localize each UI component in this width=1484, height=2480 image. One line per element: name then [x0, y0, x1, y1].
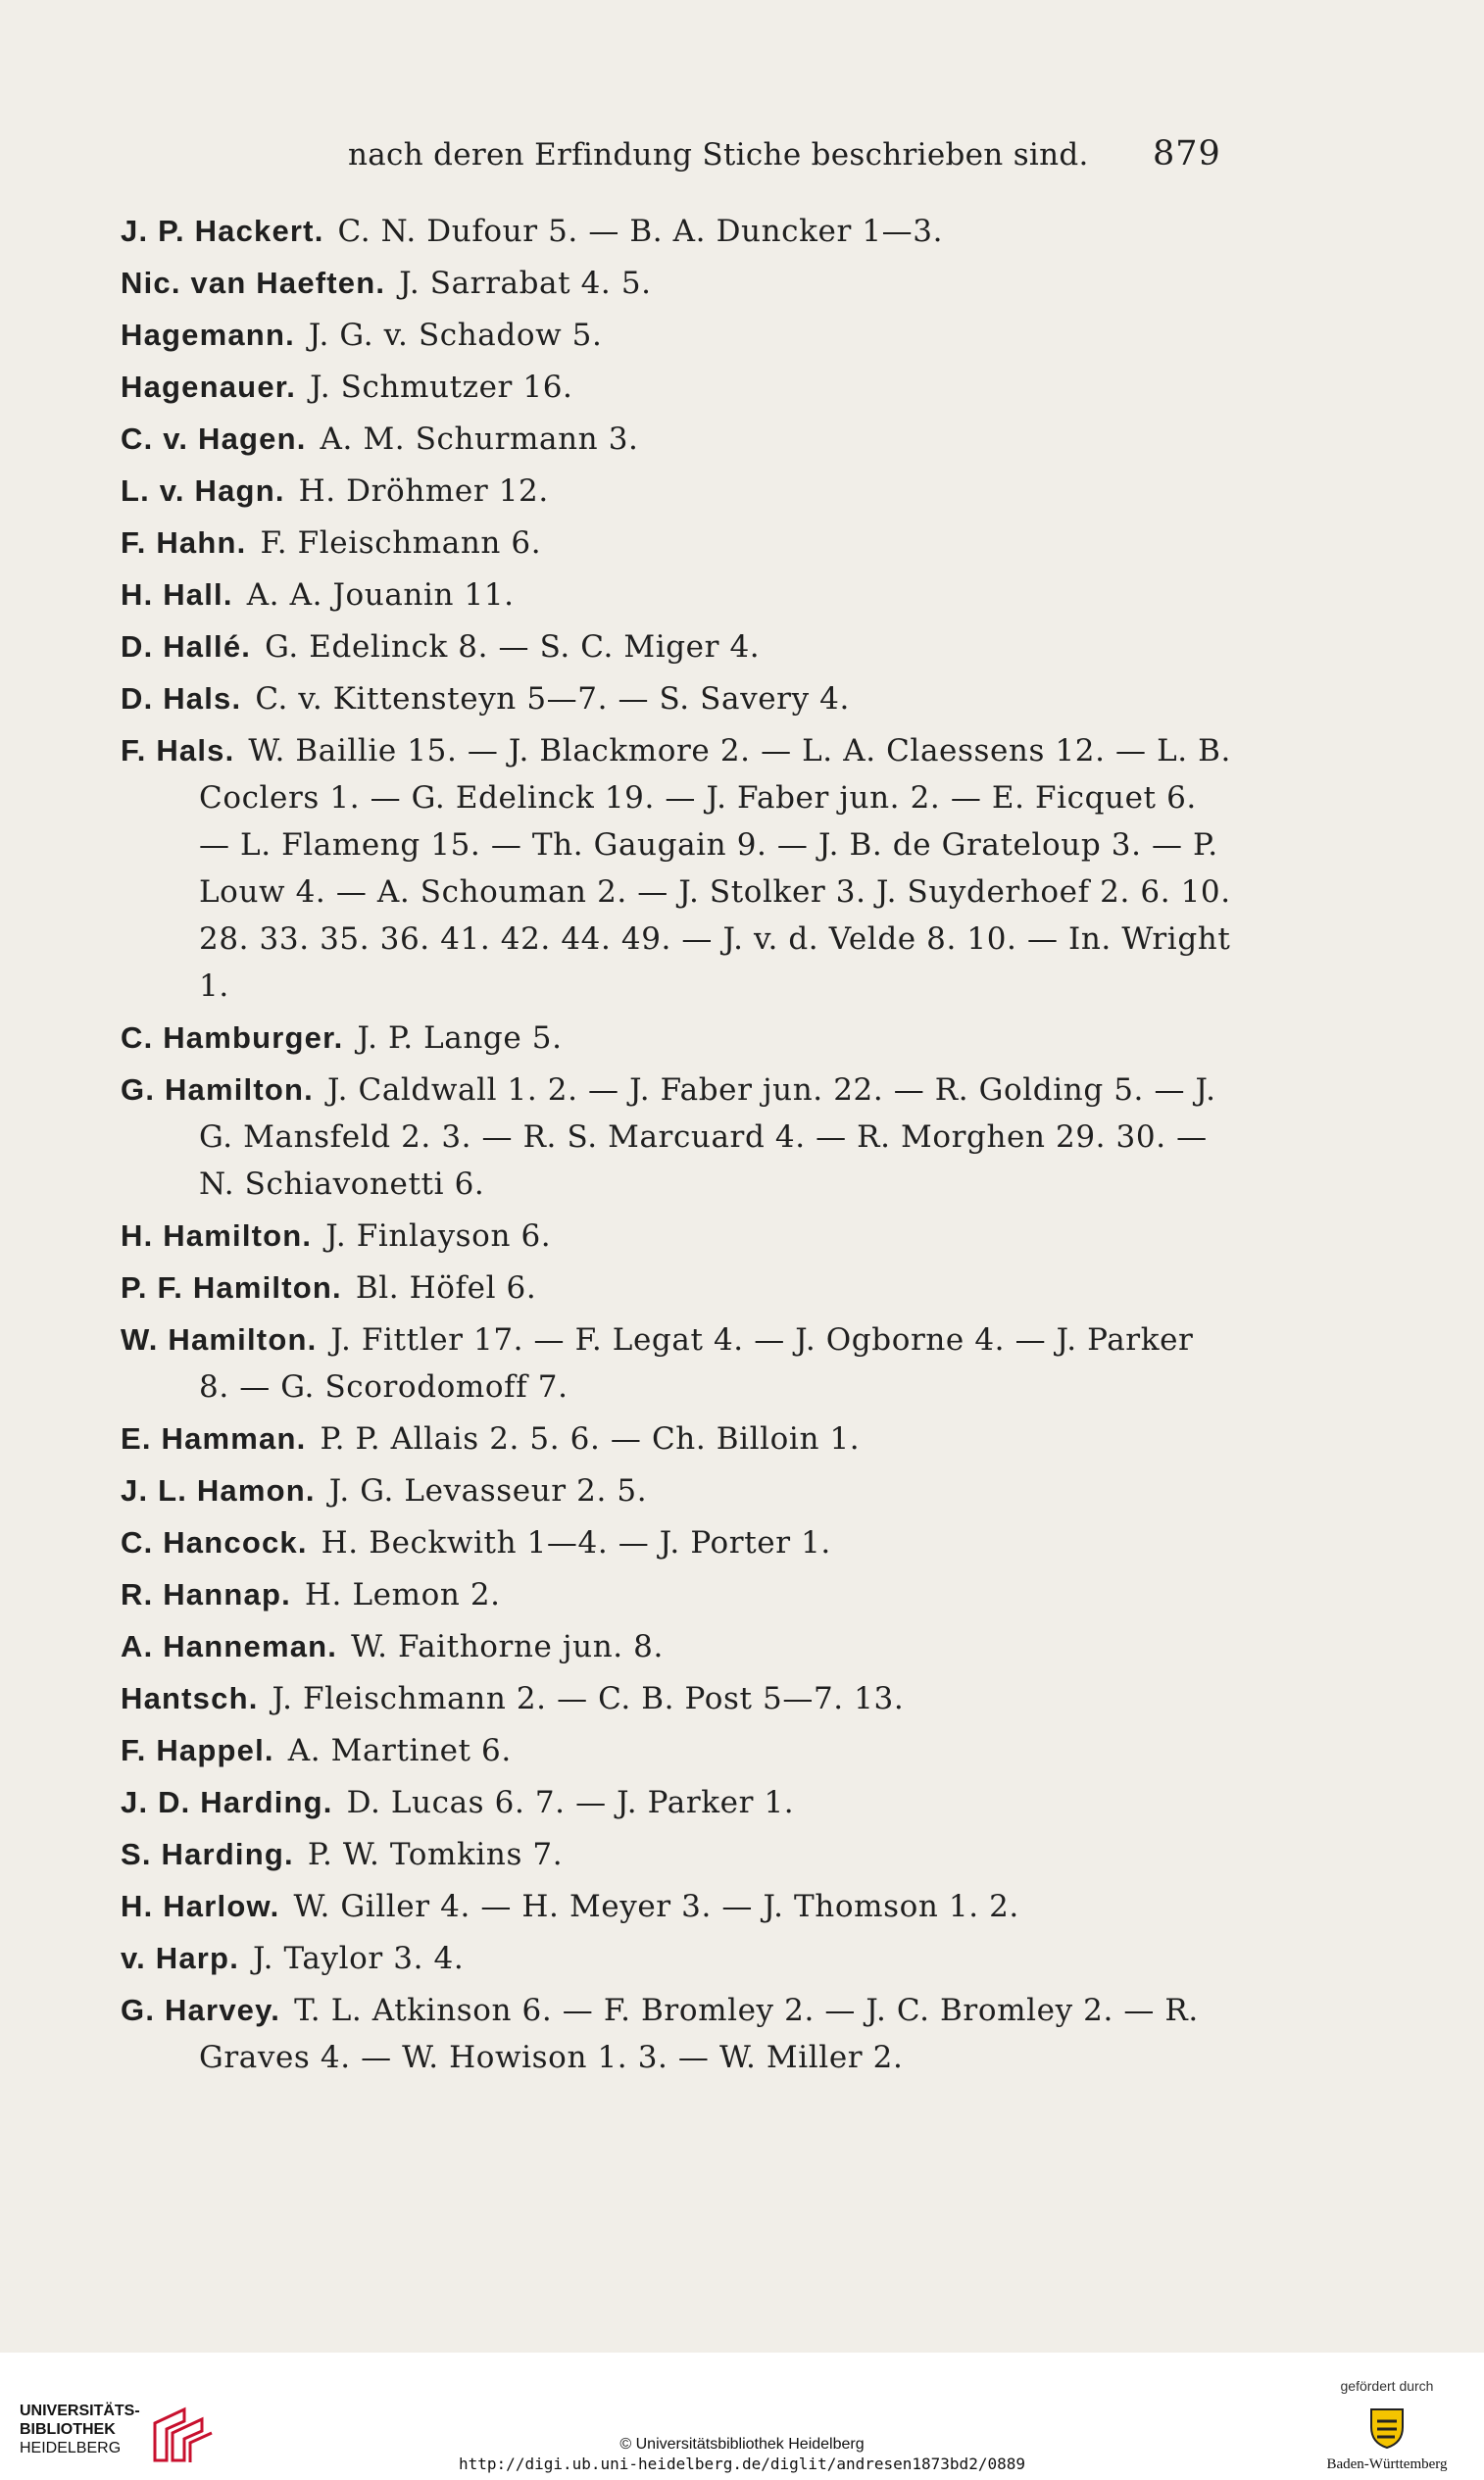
register-entry	[121, 520, 1233, 567]
sponsor-name: Baden-Württemberg	[1326, 2456, 1448, 2472]
artist-name: W. Hamilton.	[121, 1322, 318, 1357]
engraver-list: P. P. Allais 2. 5. 6. — Ch. Billoin 1.	[320, 1421, 861, 1457]
page-number: 879	[1153, 134, 1221, 174]
register-entry	[121, 675, 1233, 722]
artist-name: D. Hals.	[121, 681, 242, 716]
artist-name: F. Hals.	[121, 733, 235, 768]
artist-name: J. D. Harding.	[121, 1785, 333, 1819]
artist-name: G. Harvey.	[121, 1993, 281, 2027]
engraver-list: J. Sarrabat 4. 5.	[399, 266, 652, 301]
artist-name: Hantsch.	[121, 1681, 259, 1715]
artist-name: v. Harp.	[121, 1941, 240, 1975]
artist-name: H. Hall.	[121, 577, 233, 612]
sponsor-label: gefördert durch	[1340, 2378, 1434, 2394]
register-entry	[121, 1467, 1233, 1514]
register-entry	[121, 1675, 1233, 1722]
register-entry	[121, 468, 1233, 515]
register-entry	[121, 260, 1233, 307]
artist-name: Nic. van Haeften.	[121, 266, 386, 300]
artist-name: C. Hamburger.	[121, 1020, 344, 1055]
engraver-list: T. L. Atkinson 6. — F. Bromley 2. — J. C. Bromley 2. — R. Graves 4. — W. Howison 1. 3. — W. Miller 2.	[199, 1993, 1199, 2075]
register-entry	[121, 1571, 1233, 1618]
digitization-footer	[0, 2353, 1484, 2480]
engraver-list: H. Beckwith 1—4. — J. Porter 1.	[321, 1525, 831, 1561]
register-entry	[121, 1831, 1233, 1878]
artist-name: E. Hamman.	[121, 1421, 307, 1456]
register-entry	[121, 1623, 1233, 1670]
register-entry	[121, 571, 1233, 619]
register-entry	[121, 416, 1233, 463]
engraver-list: W. Giller 4. — H. Meyer 3. — J. Thomson 1. 2.	[293, 1889, 1019, 1924]
artist-name: R. Hannap.	[121, 1577, 291, 1612]
register-entry	[121, 1519, 1233, 1566]
register-entry	[121, 1415, 1233, 1463]
engraver-list: J. G. v. Schadow 5.	[308, 318, 603, 353]
artist-name: H. Harlow.	[121, 1889, 280, 1923]
register-entry	[121, 1213, 1233, 1260]
engraver-list: A. A. Jouanin 11.	[246, 577, 515, 613]
engraver-list: J. Fleischmann 2. — C. B. Post 5—7. 13.	[272, 1681, 905, 1716]
register-entry	[121, 1316, 1233, 1411]
engraver-list: C. v. Kittensteyn 5—7. — S. Savery 4.	[255, 681, 850, 717]
register-entry	[121, 364, 1233, 411]
engraver-list: J. Caldwall 1. 2. — J. Faber jun. 22. — R. Golding 5. — J. G. Mansfeld 2. 3. — R. S. Marcuard 4. — R. Morghen 29. 30. — N. Schiavonetti 6.	[199, 1072, 1216, 1202]
artist-name: A. Hanneman.	[121, 1629, 338, 1663]
artist-name: F. Happel.	[121, 1733, 274, 1767]
engraver-list: A. Martinet 6.	[287, 1733, 512, 1768]
engraver-list: A. M. Schurmann 3.	[320, 422, 639, 457]
engraver-list: G. Edelinck 8. — S. C. Miger 4.	[265, 629, 761, 665]
register-entry	[121, 1883, 1233, 1930]
engraver-list: P. W. Tomkins 7.	[307, 1837, 564, 1872]
engraver-list: W. Baillie 15. — J. Blackmore 2. — L. A. Claessens 12. — L. B. Coclers 1. — G. Edelinck 19. — J. Faber jun. 2. — E. Ficquet 6. — L. Flameng 15. — Th. Gaugain 9. — J. B. de Grateloup 3. — P. Louw 4. — A. Schouman 2. — J. Stolker 3. J. Suyderhoef 2. 6. 10. 28. 33. 35. 36. 41. 42. 44. 49. — J. v. d. Velde 8. 10. — In. Wright 1.	[199, 733, 1231, 1004]
engraver-list: J. Schmutzer 16.	[310, 370, 573, 405]
engraver-list: H. Lemon 2.	[304, 1577, 501, 1612]
artist-name: S. Harding.	[121, 1837, 294, 1871]
engraver-list: D. Lucas 6. 7. — J. Parker 1.	[346, 1785, 795, 1820]
sponsor-block	[1304, 2378, 1470, 2473]
permalink-url[interactable]: http://digi.ub.uni-heidelberg.de/diglit/andresen1873bd2/0889	[459, 2455, 1025, 2473]
artist-register	[121, 208, 1233, 2086]
artist-name: J. P. Hackert.	[121, 214, 324, 248]
artist-name: J. L. Hamon.	[121, 1473, 316, 1508]
engraver-list: C. N. Dufour 5. — B. A. Duncker 1—3.	[337, 214, 944, 249]
register-entry	[121, 1015, 1233, 1062]
register-entry	[121, 1066, 1233, 1208]
engraver-list: J. Fittler 17. — F. Legat 4. — J. Ogborne 4. — J. Parker 8. — G. Scorodomoff 7.	[199, 1322, 1194, 1405]
register-entry	[121, 1265, 1233, 1312]
register-entry	[121, 312, 1233, 359]
engraver-list: J. G. Levasseur 2. 5.	[328, 1473, 648, 1509]
artist-name: C. Hancock.	[121, 1525, 308, 1560]
artist-name: Hagenauer.	[121, 370, 297, 404]
copyright-notice: © Universitätsbibliothek Heidelberg	[619, 2436, 865, 2453]
engraver-list: F. Fleischmann 6.	[260, 525, 542, 561]
artist-name: F. Hahn.	[121, 525, 247, 560]
register-entry	[121, 1935, 1233, 1982]
artist-name: P. F. Hamilton.	[121, 1270, 342, 1305]
register-entry	[121, 1779, 1233, 1826]
artist-name: C. v. Hagen.	[121, 422, 307, 456]
register-entry	[121, 623, 1233, 670]
artist-name: G. Hamilton.	[121, 1072, 314, 1107]
engraver-list: W. Faithorne jun. 8.	[351, 1629, 664, 1664]
artist-name: H. Hamilton.	[121, 1218, 313, 1253]
register-entry	[121, 1727, 1233, 1774]
register-entry	[121, 1987, 1233, 2081]
artist-name: L. v. Hagn.	[121, 473, 285, 508]
engraver-list: J. P. Lange 5.	[357, 1020, 563, 1056]
artist-name: D. Hallé.	[121, 629, 252, 664]
running-head: nach deren Erfindung Stiche beschrieben sind.	[348, 137, 1089, 173]
engraver-list: Bl. Höfel 6.	[355, 1270, 537, 1306]
coat-of-arms-icon	[1363, 2404, 1410, 2451]
engraver-list: H. Dröhmer 12.	[298, 473, 549, 509]
register-entry	[121, 208, 1233, 255]
library-name: UNIVERSITÄTS- BIBLIOTHEK HEIDELBERG	[20, 2403, 140, 2456]
artist-name: Hagemann.	[121, 318, 295, 352]
engraver-list: J. Finlayson 6.	[325, 1218, 552, 1254]
engraver-list: J. Taylor 3. 4.	[253, 1941, 465, 1976]
register-entry	[121, 727, 1233, 1010]
